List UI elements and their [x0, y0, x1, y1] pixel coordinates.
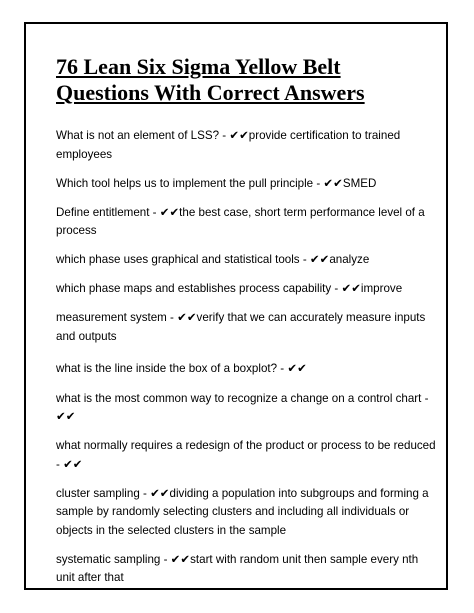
qa-item: What is not an element of LSS? - ✔✔provide certification to trained employees	[56, 129, 401, 161]
qa-item: Define entitlement - ✔✔the best case, short term performance level of a process	[56, 205, 425, 237]
qa-item: what normally requires a redesign of the product or process to be reduced - ✔✔	[56, 439, 436, 471]
document-title-line-2: Questions With Correct Answers	[56, 80, 365, 105]
qa-item: cluster sampling - ✔✔dividing a population into subgroups and forming a sample by randomly selecting clusters and including all individuals or objects in the selected clusters in the sample	[56, 486, 429, 537]
qa-item: measurement system - ✔✔verify that we can accurately measure inputs and outputs	[56, 311, 426, 343]
qa-item: Which tool helps us to implement the pull principle - ✔✔SMED	[56, 176, 377, 190]
qa-item: what is the most common way to recognize a change on a control chart - ✔✔	[56, 391, 429, 423]
qa-item: systematic sampling - ✔✔start with random unit then sample every nth unit after that	[56, 552, 419, 584]
question-answer-list	[56, 127, 436, 598]
qa-item: which phase maps and establishes process capability - ✔✔improve	[56, 282, 403, 295]
qa-item: which phase uses graphical and statistical tools - ✔✔analyze	[56, 253, 370, 266]
qa-item: what is the line inside the box of a boxplot? - ✔✔	[56, 362, 307, 375]
document-title-line-1: 76 Lean Six Sigma Yellow Belt	[56, 54, 341, 79]
document-title	[56, 54, 436, 106]
